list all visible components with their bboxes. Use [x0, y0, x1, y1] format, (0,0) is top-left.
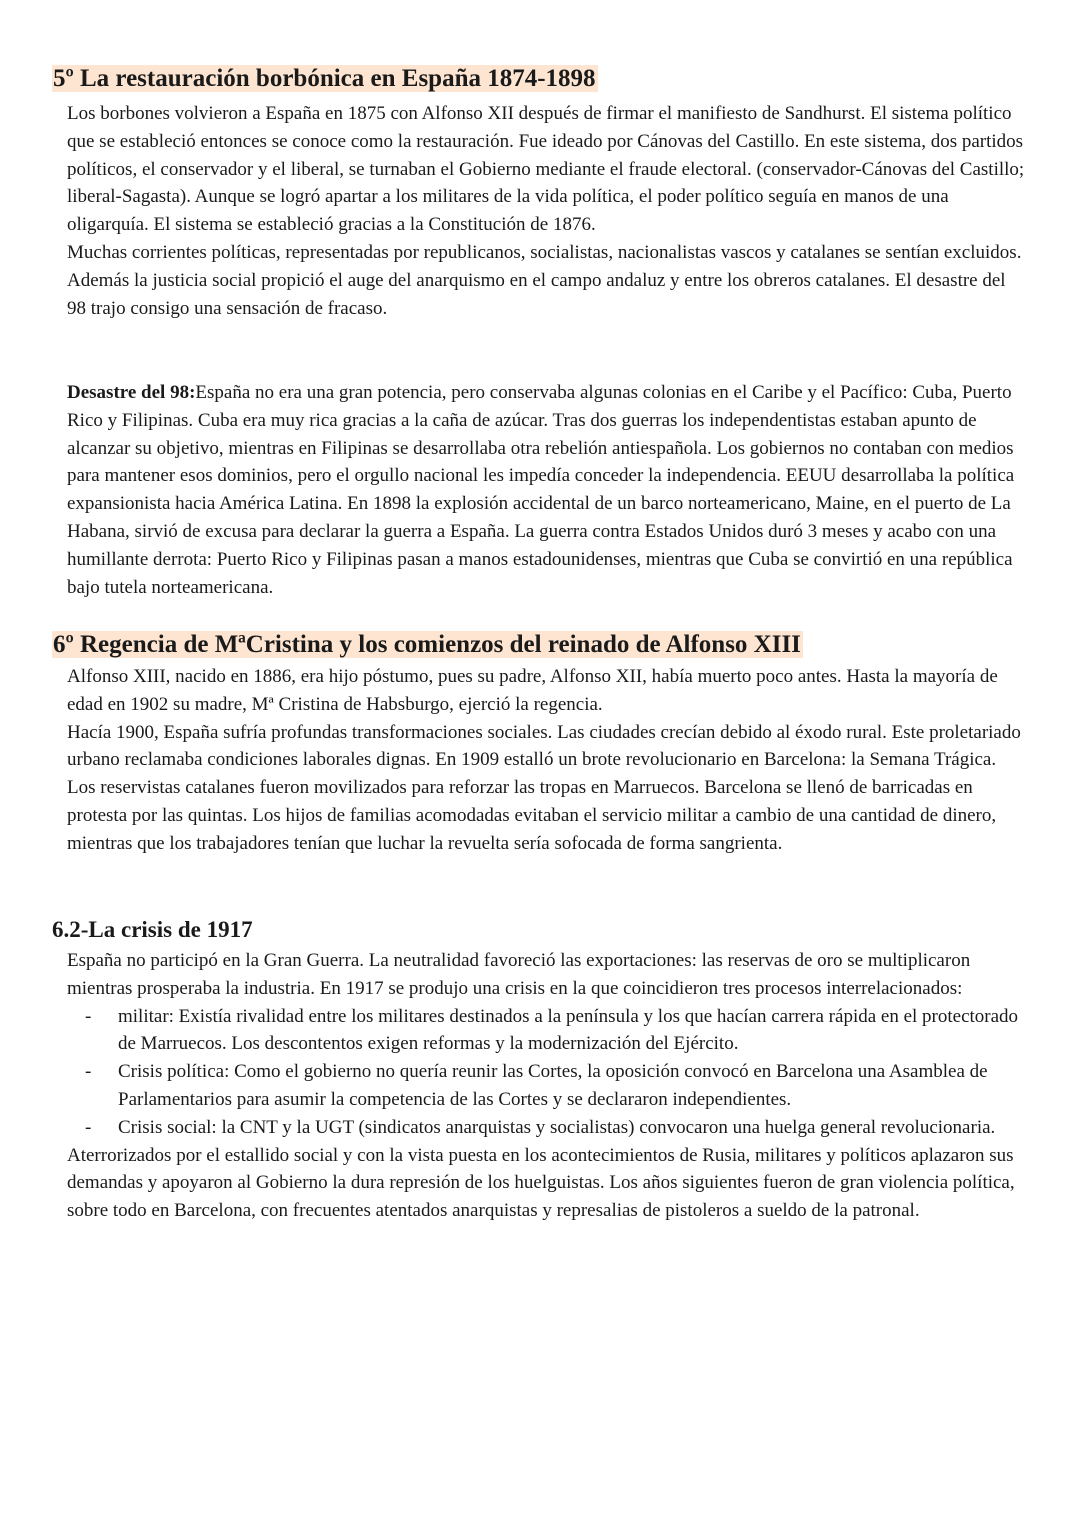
- crisis-item-militar: - militar: Existía rivalidad entre los militares destinados a la península y los que hacían carrera rápida en el protectorado de Marruecos. Los descontentos exigen reformas y la modernización del Ejército.: [67, 1003, 1027, 1059]
- section-6-2-intro: España no participó en la Gran Guerra. La neutralidad favoreció las exportaciones: las reservas de oro se multiplicaron mientras prosperaba la industria. En 1917 se produjo una crisis en la que coincidieron tres procesos interrelacionados:: [67, 950, 971, 999]
- section-5-title: 5º La restauración borbónica en España 1874-1898: [53, 65, 596, 92]
- section-5-heading: [52, 63, 598, 95]
- desastre-98-block: [67, 379, 1027, 601]
- section-5-body: [67, 100, 1027, 322]
- section-6-2-outro: Aterrorizados por el estallido social y con la vista puesta en los acontecimientos de Rusia, militares y políticos aplazaron sus demandas y apoyaron al Gobierno la dura represión de los huelguistas. Los años siguientes fueron de gran violencia política, sobre todo en Barcelona, con frecuentes atentados anarquistas y represalias de pistoleros a sueldo de la patronal.: [67, 1144, 1015, 1222]
- desastre-98-lead: Desastre del 98:: [67, 382, 196, 403]
- section-5-paragraph-2: Muchas corrientes políticas, representadas por republicanos, socialistas, nacionalistas vascos y catalanes se sentían excluidos. Además la justicia social propició el auge del anarquismo en el campo andaluz y entre los obreros catalanes. El desastre del 98 trajo consigo una sensación de fracaso.: [67, 241, 1022, 319]
- section-6-paragraph-1: Alfonso XIII, nacido en 1886, era hijo póstumo, pues su padre, Alfonso XII, había muerto poco antes. Hasta la mayoría de edad en 1902 su madre, Mª Cristina de Habsburgo, ejerció la regencia.: [67, 666, 998, 715]
- crisis-item-social: - Crisis social: la CNT y la UGT (sindicatos anarquistas y socialistas) convocaron una huelga general revolucionaria.: [67, 1114, 1027, 1142]
- section-6-title: 6º Regencia de MªCristina y los comienzos del reinado de Alfonso XIII: [53, 631, 801, 658]
- section-5-paragraph-1: Los borbones volvieron a España en 1875 con Alfonso XII después de firmar el manifiesto de Sandhurst. El sistema político que se estableció entonces se conoce como la restauración. Fue ideado por Cánovas del Castillo. En este sistema, dos partidos políticos, el conservador y el liberal, se turnaban el Gobierno mediante el fraude electoral. (conservador-Cánovas del Castillo; liberal-Sagasta). Aunque se logró apartar a los militares de la vida política, el poder político seguía en manos de una oligarquía. El sistema se estableció gracias a la Constitución de 1876.: [67, 103, 1025, 236]
- crisis-item-politica: - Crisis política: Como el gobierno no quería reunir las Cortes, la oposición convocó en Barcelona una Asamblea de Parlamentarios para asumir la competencia de las Cortes y se declararon independientes.: [67, 1058, 1027, 1114]
- section-6-2-heading: 6.2-La crisis de 1917: [52, 917, 253, 942]
- crisis-list: [67, 1003, 1027, 1142]
- desastre-98-paragraph: [67, 379, 1027, 601]
- section-6-2-body: [67, 947, 1027, 1225]
- desastre-98-text: España no era una gran potencia, pero conservaba algunas colonias en el Caribe y el Pacífico: Cuba, Puerto Rico y Filipinas. Cuba era muy rica gracias a la caña de azúcar. Tras dos guerras los independentistas estaban apunto de alcanzar su objetivo, mientras en Filipinas se desarrollaba otra rebelión antiespañola. Los gobiernos no contaban con medios para mantener esos dominios, pero el orgullo nacional les impedía conceder la independencia. EEUU desarrollaba la política expansionista hacia América Latina. En 1898 la explosión accidental de un barco norteamericano, Maine, en el puerto de La Habana, sirvió de excusa para declarar la guerra a España. La guerra contra Estados Unidos duró 3 meses y acabo con una humillante derrota: Puerto Rico y Filipinas pasan a manos estadounidenses, mientras que Cuba se convirtió en una república bajo tutela norteamericana.: [67, 382, 1015, 598]
- section-6-body: [67, 663, 1027, 858]
- section-6-paragraph-2: Hacía 1900, España sufría profundas transformaciones sociales. Las ciudades crecían debido al éxodo rural. Este proletariado urbano reclamaba condiciones laborales dignas. En 1909 estalló un brote revolucionario en Barcelona: la Semana Trágica. Los reservistas catalanes fueron movilizados para reforzar las tropas en Marruecos. Barcelona se llenó de barricadas en protesta por las quintas. Los hijos de familias acomodadas evitaban el servicio militar a cambio de una cantidad de dinero, mientras que los trabajadores tenían que luchar la revuelta sería sofocada de forma sangrienta.: [67, 721, 1021, 854]
- section-6-heading: [52, 629, 803, 661]
